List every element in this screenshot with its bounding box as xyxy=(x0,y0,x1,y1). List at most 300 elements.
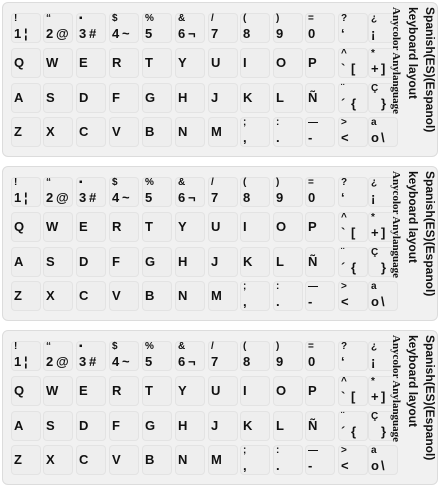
key-base-legend: ´ xyxy=(341,96,346,111)
key-sticker xyxy=(338,281,368,311)
key-sticker xyxy=(208,445,238,475)
key-shift-legend: & xyxy=(178,13,186,24)
key-sticker xyxy=(109,281,139,311)
sheet-side-label xyxy=(374,7,438,153)
key-legend: Z xyxy=(14,452,22,467)
key-sticker xyxy=(240,281,270,311)
key-base-legend: , xyxy=(243,294,247,309)
sheet-side-label xyxy=(374,171,438,317)
key-legend: P xyxy=(308,55,317,70)
key-sticker xyxy=(175,83,205,113)
key-sticker xyxy=(43,117,73,147)
key-altgr-legend: \ xyxy=(381,130,385,145)
key-sticker xyxy=(305,212,335,242)
key-altgr-legend: ¬ xyxy=(188,190,196,205)
key-sticker xyxy=(43,376,73,406)
key-altgr-legend: # xyxy=(89,354,97,369)
key-sticker xyxy=(208,411,238,441)
key-legend: B xyxy=(145,288,155,303)
key-sticker xyxy=(109,247,139,277)
key-base-legend: ‘ xyxy=(341,354,345,369)
key-legend: I xyxy=(243,55,247,70)
key-sticker xyxy=(175,177,205,207)
key-legend: G xyxy=(145,90,156,105)
key-sticker xyxy=(43,13,73,43)
key-shift-legend: a xyxy=(371,281,377,292)
key-shift-legend: / xyxy=(211,341,214,352)
key-base-legend: ` xyxy=(341,389,346,404)
key-base-legend: , xyxy=(243,458,247,473)
key-legend: E xyxy=(79,219,88,234)
key-shift-legend: ) xyxy=(276,177,280,188)
key-sticker xyxy=(305,177,335,207)
key-legend: B xyxy=(145,452,155,467)
key-shift-legend: “ xyxy=(46,177,51,188)
key-sticker xyxy=(175,212,205,242)
key-base-legend: - xyxy=(308,458,313,473)
key-sticker xyxy=(208,13,238,43)
key-sticker xyxy=(76,247,106,277)
key-sticker xyxy=(305,13,335,43)
key-sticker xyxy=(142,117,172,147)
key-sticker xyxy=(142,177,172,207)
key-shift-legend: & xyxy=(178,341,186,352)
key-shift-legend: > xyxy=(341,117,347,128)
key-shift-legend: ) xyxy=(276,13,280,24)
key-sticker xyxy=(11,376,41,406)
key-base-legend: o xyxy=(371,294,379,309)
key-altgr-legend: } xyxy=(381,260,387,275)
key-sticker xyxy=(240,212,270,242)
key-altgr-legend: \ xyxy=(381,458,385,473)
key-sticker xyxy=(11,117,41,147)
key-sticker xyxy=(142,281,172,311)
key-sticker xyxy=(240,247,270,277)
key-sticker xyxy=(43,177,73,207)
key-altgr-legend: ¦ xyxy=(24,190,28,205)
key-sticker xyxy=(76,117,106,147)
key-sticker xyxy=(11,48,41,78)
key-sticker xyxy=(11,341,41,371)
key-sticker xyxy=(142,83,172,113)
key-sticker xyxy=(338,83,368,113)
key-shift-legend: ; xyxy=(243,117,247,128)
key-base-legend: ‘ xyxy=(341,190,345,205)
key-shift-legend: ; xyxy=(243,281,247,292)
key-sticker xyxy=(11,212,41,242)
key-base-legend: 6 xyxy=(178,354,186,369)
key-legend: W xyxy=(46,55,59,70)
key-shift-legend: $ xyxy=(112,13,118,24)
key-altgr-legend: ~ xyxy=(122,190,130,205)
key-sticker xyxy=(338,411,368,441)
key-sticker xyxy=(109,13,139,43)
key-base-legend: 2 xyxy=(46,190,54,205)
key-sticker xyxy=(273,117,303,147)
key-sticker xyxy=(338,445,368,475)
key-shift-legend: % xyxy=(145,177,154,188)
key-base-legend: . xyxy=(276,130,280,145)
key-sticker xyxy=(76,48,106,78)
key-legend: Z xyxy=(14,288,22,303)
key-shift-legend: = xyxy=(308,341,314,352)
key-sticker xyxy=(11,411,41,441)
key-legend: T xyxy=(145,383,153,398)
key-sticker xyxy=(175,341,205,371)
key-sticker xyxy=(338,177,368,207)
key-sticker xyxy=(43,247,73,277)
key-altgr-legend: ~ xyxy=(122,354,130,369)
key-altgr-legend: ¦ xyxy=(24,26,28,41)
key-shift-legend: ( xyxy=(243,13,247,24)
key-legend: F xyxy=(112,418,120,433)
key-sticker xyxy=(175,13,205,43)
key-base-legend: 7 xyxy=(211,190,219,205)
key-altgr-legend: ] xyxy=(381,225,386,240)
layout-title: Spanish(ES)(Espanol) xyxy=(423,171,437,297)
key-sticker xyxy=(43,445,73,475)
key-shift-legend: Ç xyxy=(371,247,379,258)
key-altgr-legend: ¦ xyxy=(24,354,28,369)
key-sticker xyxy=(142,376,172,406)
key-shift-legend: % xyxy=(145,13,154,24)
key-shift-legend: = xyxy=(308,177,314,188)
key-base-legend: 5 xyxy=(145,354,153,369)
key-sticker xyxy=(175,445,205,475)
key-base-legend: ¡ xyxy=(371,354,376,369)
key-base-legend: 7 xyxy=(211,26,219,41)
key-base-legend: - xyxy=(308,294,313,309)
key-altgr-legend: # xyxy=(89,190,97,205)
key-sticker xyxy=(338,341,368,371)
key-sticker xyxy=(43,48,73,78)
key-legend: N xyxy=(178,124,188,139)
layout-subtitle: keyboard layout xyxy=(406,335,420,428)
key-legend: M xyxy=(211,452,222,467)
key-shift-legend: ▪ xyxy=(79,177,83,188)
key-base-legend: o xyxy=(371,130,379,145)
key-sticker xyxy=(142,212,172,242)
key-sticker xyxy=(142,341,172,371)
key-altgr-legend: ¬ xyxy=(188,26,196,41)
key-shift-legend: ¿ xyxy=(371,341,378,352)
key-sticker xyxy=(11,13,41,43)
key-legend: F xyxy=(112,90,120,105)
key-sticker xyxy=(305,48,335,78)
key-sticker xyxy=(273,247,303,277)
key-base-legend: < xyxy=(341,458,349,473)
key-sticker xyxy=(109,341,139,371)
key-shift-legend: Ç xyxy=(371,411,379,422)
key-legend: O xyxy=(276,383,287,398)
key-legend: T xyxy=(145,55,153,70)
key-base-legend: 1 xyxy=(14,190,22,205)
key-legend: J xyxy=(211,90,219,105)
key-shift-legend: — xyxy=(308,445,318,456)
key-legend: T xyxy=(145,219,153,234)
key-sticker xyxy=(175,117,205,147)
key-legend: L xyxy=(276,254,284,269)
key-sticker xyxy=(175,247,205,277)
key-sticker xyxy=(142,411,172,441)
key-sticker xyxy=(11,83,41,113)
key-altgr-legend: ~ xyxy=(122,26,130,41)
key-sticker xyxy=(240,341,270,371)
key-base-legend: 2 xyxy=(46,354,54,369)
key-sticker xyxy=(109,177,139,207)
key-sticker xyxy=(240,13,270,43)
key-base-legend: o xyxy=(371,458,379,473)
key-sticker xyxy=(208,117,238,147)
key-sticker xyxy=(175,48,205,78)
layout-title: Spanish(ES)(Espanol) xyxy=(423,335,437,461)
key-shift-legend: ^ xyxy=(341,212,347,223)
key-altgr-legend: # xyxy=(89,26,97,41)
key-legend: W xyxy=(46,219,59,234)
layout-subtitle: keyboard layout xyxy=(406,171,420,264)
key-sticker xyxy=(273,212,303,242)
key-legend: N xyxy=(178,452,188,467)
key-sticker xyxy=(240,376,270,406)
key-sticker xyxy=(240,117,270,147)
key-shift-legend: ! xyxy=(14,13,18,24)
key-sticker xyxy=(208,177,238,207)
key-legend: E xyxy=(79,383,88,398)
key-sticker xyxy=(305,445,335,475)
key-shift-legend: ¨ xyxy=(341,247,345,258)
key-sticker xyxy=(76,411,106,441)
key-altgr-legend: @ xyxy=(56,354,69,369)
key-legend: A xyxy=(14,254,24,269)
key-base-legend: 4 xyxy=(112,190,120,205)
key-sticker xyxy=(273,83,303,113)
key-base-legend: 8 xyxy=(243,26,251,41)
key-shift-legend: / xyxy=(211,177,214,188)
key-sticker xyxy=(273,48,303,78)
key-altgr-legend: { xyxy=(351,424,357,439)
key-legend: Ñ xyxy=(308,90,318,105)
key-legend: G xyxy=(145,254,156,269)
key-base-legend: 5 xyxy=(145,190,153,205)
key-sticker xyxy=(43,411,73,441)
key-legend: U xyxy=(211,55,221,70)
key-shift-legend: — xyxy=(308,281,318,292)
key-base-legend: 7 xyxy=(211,354,219,369)
key-sticker xyxy=(109,212,139,242)
key-sticker xyxy=(76,281,106,311)
key-base-legend: + xyxy=(371,389,379,404)
key-shift-legend: ! xyxy=(14,177,18,188)
key-base-legend: . xyxy=(276,458,280,473)
key-legend: V xyxy=(112,452,121,467)
key-sticker xyxy=(43,341,73,371)
key-shift-legend: Ç xyxy=(371,83,379,94)
key-legend: I xyxy=(243,219,247,234)
key-sticker xyxy=(11,177,41,207)
key-shift-legend: ¨ xyxy=(341,83,345,94)
key-sticker xyxy=(76,376,106,406)
key-shift-legend: ¿ xyxy=(371,177,378,188)
key-base-legend: 3 xyxy=(79,26,87,41)
key-sticker xyxy=(305,83,335,113)
key-sticker xyxy=(338,247,368,277)
key-base-legend: , xyxy=(243,130,247,145)
key-shift-legend: ¿ xyxy=(371,13,378,24)
key-legend: I xyxy=(243,383,247,398)
key-shift-legend: : xyxy=(276,117,280,128)
key-sticker xyxy=(240,48,270,78)
layout-title: Spanish(ES)(Espanol) xyxy=(423,7,437,133)
key-sticker xyxy=(273,376,303,406)
key-shift-legend: ; xyxy=(243,445,247,456)
key-sticker xyxy=(142,445,172,475)
key-base-legend: 9 xyxy=(276,190,284,205)
key-legend: M xyxy=(211,124,222,139)
key-base-legend: < xyxy=(341,130,349,145)
key-altgr-legend: [ xyxy=(351,225,356,240)
key-base-legend: ¡ xyxy=(371,26,376,41)
key-base-legend: 0 xyxy=(308,190,316,205)
key-altgr-legend: ¬ xyxy=(188,354,196,369)
key-legend: O xyxy=(276,55,287,70)
key-base-legend: 0 xyxy=(308,26,316,41)
key-legend: Q xyxy=(14,219,25,234)
key-shift-legend: “ xyxy=(46,341,51,352)
key-legend: G xyxy=(145,418,156,433)
key-legend: U xyxy=(211,383,221,398)
key-shift-legend: ? xyxy=(341,13,348,24)
key-sticker xyxy=(76,445,106,475)
key-shift-legend: * xyxy=(371,48,375,59)
key-legend: P xyxy=(308,383,317,398)
key-shift-legend: ▪ xyxy=(79,341,83,352)
key-legend: X xyxy=(46,288,55,303)
key-sticker xyxy=(43,212,73,242)
key-legend: Y xyxy=(178,55,187,70)
key-sticker xyxy=(109,445,139,475)
key-base-legend: ‘ xyxy=(341,26,345,41)
key-legend: H xyxy=(178,90,188,105)
key-shift-legend: * xyxy=(371,376,375,387)
key-shift-legend: ▪ xyxy=(79,13,83,24)
key-legend: J xyxy=(211,418,219,433)
key-sticker xyxy=(11,247,41,277)
key-shift-legend: ^ xyxy=(341,48,347,59)
key-shift-legend: : xyxy=(276,281,280,292)
layout-tagline: Anycolor Anylanguage xyxy=(390,7,402,115)
key-sticker xyxy=(208,281,238,311)
key-sticker xyxy=(11,281,41,311)
key-base-legend: ` xyxy=(341,61,346,76)
key-base-legend: 6 xyxy=(178,190,186,205)
key-altgr-legend: @ xyxy=(56,190,69,205)
key-sticker xyxy=(240,445,270,475)
key-altgr-legend: { xyxy=(351,96,357,111)
key-sticker xyxy=(43,83,73,113)
key-legend: C xyxy=(79,124,89,139)
key-sticker xyxy=(273,177,303,207)
key-shift-legend: ^ xyxy=(341,376,347,387)
key-shift-legend: / xyxy=(211,13,214,24)
key-base-legend: 1 xyxy=(14,26,22,41)
key-sticker xyxy=(273,411,303,441)
key-sticker xyxy=(208,48,238,78)
key-legend: Y xyxy=(178,383,187,398)
key-shift-legend: & xyxy=(178,177,186,188)
key-legend: K xyxy=(243,254,253,269)
key-shift-legend: : xyxy=(276,445,280,456)
key-legend: Q xyxy=(14,383,25,398)
key-shift-legend: > xyxy=(341,281,347,292)
key-sticker xyxy=(240,177,270,207)
key-sticker xyxy=(175,411,205,441)
key-base-legend: + xyxy=(371,61,379,76)
key-sticker xyxy=(109,117,139,147)
sheet-side-label xyxy=(374,335,438,481)
key-sticker xyxy=(273,445,303,475)
key-altgr-legend: ] xyxy=(381,61,386,76)
key-base-legend: 6 xyxy=(178,26,186,41)
key-legend: L xyxy=(276,418,284,433)
key-legend: Ñ xyxy=(308,254,318,269)
key-sticker xyxy=(208,212,238,242)
key-legend: R xyxy=(112,219,122,234)
key-sticker xyxy=(338,117,368,147)
key-sticker xyxy=(109,48,139,78)
key-legend: X xyxy=(46,124,55,139)
key-legend: K xyxy=(243,90,253,105)
key-legend: M xyxy=(211,288,222,303)
key-base-legend: 8 xyxy=(243,354,251,369)
key-altgr-legend: [ xyxy=(351,61,356,76)
sheet-side-label-text xyxy=(374,171,438,317)
key-legend: J xyxy=(211,254,219,269)
key-legend: B xyxy=(145,124,155,139)
key-base-legend: + xyxy=(371,225,379,240)
key-shift-legend: ? xyxy=(341,341,348,352)
key-shift-legend: % xyxy=(145,341,154,352)
key-legend: L xyxy=(276,90,284,105)
key-sticker xyxy=(142,48,172,78)
key-legend: W xyxy=(46,383,59,398)
key-legend: Ñ xyxy=(308,418,318,433)
key-shift-legend: > xyxy=(341,445,347,456)
key-legend: H xyxy=(178,254,188,269)
key-base-legend: ¡ xyxy=(371,190,376,205)
key-sticker xyxy=(338,13,368,43)
layout-tagline: Anycolor Anylanguage xyxy=(390,171,402,279)
key-sticker xyxy=(305,411,335,441)
key-shift-legend: “ xyxy=(46,13,51,24)
key-base-legend: 4 xyxy=(112,354,120,369)
key-sticker xyxy=(338,376,368,406)
key-legend: V xyxy=(112,288,121,303)
key-sticker xyxy=(76,83,106,113)
key-sticker xyxy=(208,247,238,277)
key-base-legend: < xyxy=(341,294,349,309)
key-sticker xyxy=(76,13,106,43)
key-base-legend: 8 xyxy=(243,190,251,205)
key-altgr-legend: } xyxy=(381,424,387,439)
key-base-legend: 5 xyxy=(145,26,153,41)
sheet-side-label-text xyxy=(374,335,438,481)
key-legend: D xyxy=(79,418,89,433)
key-legend: A xyxy=(14,90,24,105)
key-sticker xyxy=(76,212,106,242)
key-shift-legend: $ xyxy=(112,177,118,188)
key-sticker xyxy=(305,247,335,277)
key-legend: U xyxy=(211,219,221,234)
